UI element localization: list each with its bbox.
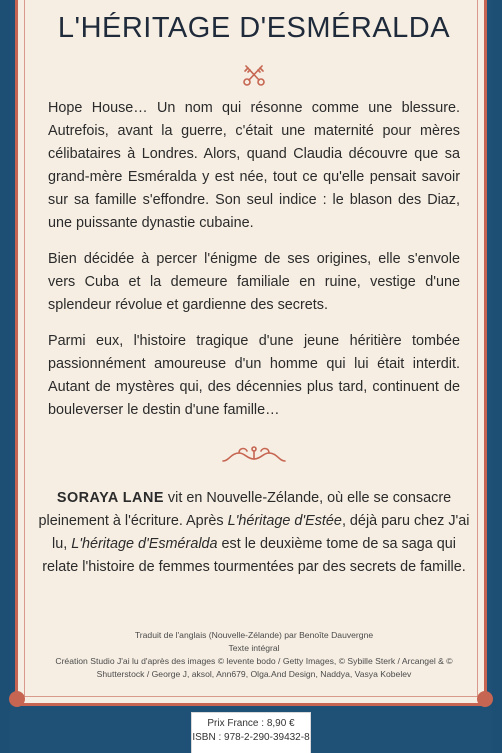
scroll-flourish-icon [18,443,490,474]
crossed-keys-icon [18,62,490,93]
bio-text-3: est le deuxième tome de sa saga qui relate l'histoire de femmes tourmentées par des secrets de famille. [42,536,466,575]
bio-text-2: , déjà paru chez J'ai lu, [52,513,470,552]
book-title-1: L'héritage d'Estée [227,513,342,529]
bio-text-1: vit en Nouvelle-Zélande, où elle se consacre pleinement à l'écriture. Après [38,490,452,529]
corner-ornament-left [9,691,25,707]
author-name: SORAYA LANE [56,490,164,506]
isbn-label: ISBN : 978-2-290-39432-8 [192,732,310,743]
design-credit: Création Studio J'ai lu d'après des images © levente bodo / Getty Images, © Sybille Sterk / Arcangel & © Shutterstock / George J, aksol, Ann679, Olga.And Design, Naddya, Vasya Kobelev [55,656,453,679]
synopsis [48,97,460,435]
synopsis-paragraph-3: Parmi eux, l'histoire tragique d'une jeune héritière tombée passionnément amoureuse d'un homme qui lui était interdit. Autant de mystères qui, des décennies plus tard, continuent de bouleverser le destin d'une famille… [48,333,460,418]
integral-text-note: Texte intégral [228,643,280,653]
synopsis-paragraph-1: Hope House… Un nom qui résonne comme une blessure. Autrefois, avant la guerre, c'était une maternité pour mères célibataires à Londres. Alors, quand Claudia découvre que sa grand-mère Esméralda y est née, tout ce qu'elle pensait savoir sur sa famille s'effondre. Son seul indice : le blason des Diaz, une puissante dynastie cubaine. [48,100,460,231]
book-title: L'HÉRITAGE D'ESMÉRALDA [57,12,451,44]
background-strip-right [492,0,502,753]
price-box [191,712,311,753]
back-cover-panel [15,0,487,706]
credits [38,629,470,681]
price-label: Prix France : 8,90 € [207,718,295,729]
translation-credit: Traduit de l'anglais (Nouvelle-Zélande) par Benoîte Dauvergne [134,630,374,640]
corner-ornament-right [477,691,493,707]
book-title-2: L'héritage d'Esméralda [71,536,218,552]
background-strip-left [0,0,10,753]
author-bio [38,487,470,579]
synopsis-paragraph-2: Bien décidée à percer l'énigme de ses origines, elle s'envole vers Cuba et la demeure familiale en ruine, vestige d'une splendeur révolue et gardienne des secrets. [48,251,460,313]
